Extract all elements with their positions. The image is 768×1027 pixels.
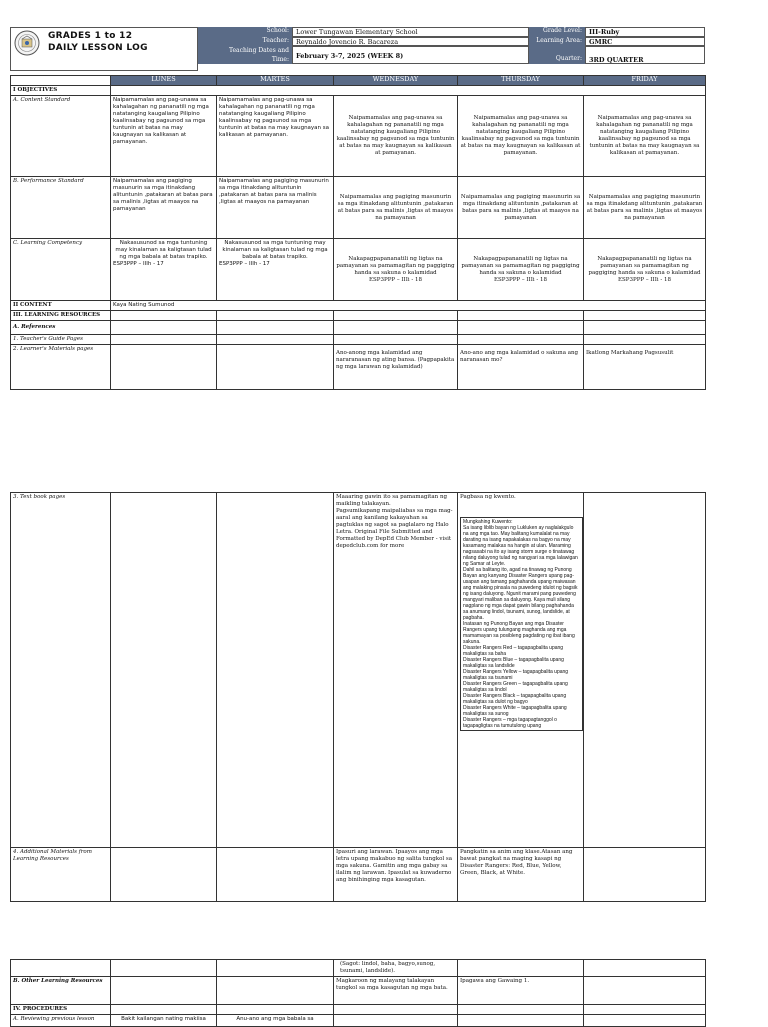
content-standard-row [11, 96, 706, 177]
quarter-value: 3RD QUARTER [585, 46, 705, 64]
content-label: II CONTENT [11, 301, 111, 311]
textbook-fri [584, 493, 706, 848]
textbook-row [11, 493, 706, 848]
textbook-mon [111, 493, 217, 848]
references-wed [334, 321, 458, 335]
competency-fri-code: ESP3PPP – IIIi - 18 [618, 276, 671, 283]
dates-label-2: Time: [198, 55, 292, 64]
other-resources-row [11, 977, 706, 1005]
learners-materials-label: 2. Learner's Materials pages [11, 345, 111, 390]
school-label: School: [198, 27, 292, 37]
story-box: Mungkahing Kuwento: Sa isang liblib bayan ng Lukluken ay naglalakgulo na ang mga tao. May balitang kumalalat na may darating na isang napakalakas na bagyo na may kasamang malakas na hangin at ulan. Maraming nagsasabi na ito ay isang storm surge o tinatawag nilang daluyong tulad ng nangyari sa mga lalawigan ng Samar at Leyte. Dahil sa balitang ito, agad na tinawag ng Punong Bayan ang kanyang Disaster Rangers upang pag-usapan ang tamang paghahanda upang maiwasan ang malaking pinsala na puwedeng idulot ng bagsik ng isang daluyong. Ngunit marami pang puwedeng mangyari maliban sa daluyong. Kaya muli silang nagplano ng mga dapat gawin bilang paghahanda sa anumang lindol, tsunami, sunog, landslide, at pagbaha. Inatasan ng Punong Bayan ang mga Disaster Rangers upang tulungang maghanda ang mga mamamayan sa posibleng pagdating ng ibat ibang sakuna. Disaster Rangers Red – tagapagbalita upang makaligtas sa baha Disaster Rangers Blue – tagapagbalita upang makaligtas sa landslide Disaster Rangers Yellow – tagapagbalita upang makaligtas sa tsunami Disaster Rangers Green – tagapagbalita upang makaligtas sa lindol Disaster Rangers Black – tagapagbalita upang makaligtas sa dulot ng bagyo Disaster Rangers White – tagapagbalita upang makaligtas sa sunog Disaster Rangers – mga tagapagtanggol o tagapagligtas na tumutulong upang [460, 517, 583, 731]
procedures-thu [458, 1005, 584, 1015]
procedures-wed [334, 1005, 458, 1015]
competency-fri-text: Nakapagpapananatili ng ligtas na pamayanan sa pamamagitan ng paggiging handa sa sakuna o kalamidad [588, 255, 701, 276]
day-header-row [11, 76, 706, 86]
performance-standard-thu: Naipamamalas ang pagiging masunurin sa mga itinakdang alituntunin ,patakaran at batas para sa malinis ,ligtas at maayos na pamayanan [458, 177, 584, 239]
reviewing-label: A. Reviewing previous lesson [11, 1015, 111, 1027]
learners-materials-mon [111, 345, 217, 390]
content-standard-thu: Naipamamalas ang pag-unawa sa kahalagahan ng pananatili ng mga natatanging kaugaliang Pilipino kaalinsabay ng pagsunod sa mga tuntunin at batas na may kaugnayan sa kalikasan at pamayanan. [458, 96, 584, 177]
header-title-dll: DAILY LESSON LOG [48, 43, 148, 53]
procedures-mon [111, 1005, 217, 1015]
day-header-tuesday: MARTES [217, 76, 334, 86]
competency-thu-code: ESP3PPP – IIIi - 18 [494, 276, 547, 283]
competency-fri [584, 239, 706, 301]
answer-thu [458, 960, 584, 977]
teachers-guide-fri [584, 335, 706, 345]
textbook-wed: Maaaring gawin ito sa pamamagitan ng maikling talakayan. Pagsumikapang maipaliabas sa mga mag-aaral ang kanilang kakayahan sa pagtuklas ng sagot sa paglalaro ng Halo Letra. Original File Submitted and Formatted by DepEd Club Member - visit depedclub.com for more [334, 493, 458, 848]
reviewing-wed [334, 1015, 458, 1027]
competency-thu [458, 239, 584, 301]
performance-standard-mon: Naipamamalas ang pagiging masunurin sa mga itinakdang alituntunin ,patakaran at batas para sa malinis ,ligtas at maayos na pamayanan [111, 177, 217, 239]
resources-wed [334, 311, 458, 321]
references-label: A. References [11, 321, 111, 335]
header-title-grades: GRADES 1 to 12 [48, 31, 133, 41]
references-thu [458, 321, 584, 335]
competency-wed-text: Nakapagpapananatili ng ligtas na pamayanan sa pamamagitan ng paggiging handa sa sakuna o kalamidad [336, 255, 455, 276]
other-resources-fri [584, 977, 706, 1005]
other-resources-wed: Magkaroon ng malayang talakayan tungkol sa mga kasagutan ng mga bata. [334, 977, 458, 1005]
competency-label: C. Learning Competency [11, 239, 111, 301]
content-value: Kaya Nating Sumunod [111, 301, 706, 311]
competency-mon-code: ESP3PPP – IIIh - 17 [113, 261, 164, 267]
references-row [11, 321, 706, 335]
other-resources-mon [111, 977, 217, 1005]
answer-wed: (Sagot: lindol, baha, bagyo,sunog, tsunami, landslide). [334, 960, 458, 977]
competency-mon [111, 239, 217, 301]
area-value: GMRC [585, 37, 705, 46]
content-standard-label: A. Content Standard [11, 96, 111, 177]
reviewing-row [11, 1015, 706, 1027]
procedures-label: IV. PROCEDURES [11, 1005, 111, 1015]
resources-mon [111, 311, 217, 321]
performance-standard-row [11, 177, 706, 239]
competency-wed-code: ESP3PPP – IIIi - 18 [369, 276, 422, 283]
objectives-label: I OBJECTIVES [11, 86, 111, 96]
lesson-log-table [10, 75, 706, 390]
answer-row [11, 960, 706, 977]
school-value: Lower Tungawan Elementary School [292, 27, 529, 37]
performance-standard-fri: Naipamamalas ang pagiging masunurin sa mga itinakdang alituntunin ,patakaran at batas para sa malinis ,ligtas at maayos na pamayanan [584, 177, 706, 239]
teachers-guide-label: 1. Teacher's Guide Pages [11, 335, 111, 345]
learners-materials-wed: Ano-anong mga kalamidad ang nararanasan ng ating bansa. (Pagpapakita ng mga larawan ng kalamidad) [334, 345, 458, 390]
lesson-log-table-page3 [10, 959, 706, 1027]
performance-standard-tue: Naipamamalas ang pagiging masunurin sa mga itinakdang alituntunin ,patakaran at batas para sa malinis ,ligtas at maayos na pamayanan [217, 177, 334, 239]
competency-tue-text: Nakasusunod sa mga tuntuning may kinalaman sa kaligtasan tulad ng mga babala at batas trapiko. [222, 240, 328, 260]
teacher-label: Teacher: [198, 37, 292, 46]
learners-materials-tue [217, 345, 334, 390]
header-corner-cell [11, 76, 111, 86]
answer-mon [111, 960, 217, 977]
competency-mon-text: Nakasusunod sa mga tuntuning may kinalaman sa kaligtasan tulad ng mga babala at batas trapiko. [115, 240, 212, 260]
reviewing-fri [584, 1015, 706, 1027]
textbook-label: 3. Text book pages [11, 493, 111, 848]
day-header-monday: LUNES [111, 76, 217, 86]
other-resources-tue [217, 977, 334, 1005]
additional-materials-fri [584, 848, 706, 902]
references-tue [217, 321, 334, 335]
grade-label: Grade Level: [529, 27, 585, 37]
textbook-thu-text: Pagbasa ng kwento. [460, 494, 516, 500]
reviewing-thu [458, 1015, 584, 1027]
learners-materials-fri: Ikatlong Markahang Pagsusulit [584, 345, 706, 390]
deped-seal-icon [14, 30, 40, 56]
resources-thu [458, 311, 584, 321]
reviewing-tue: Anu-ano ang mga babala sa [217, 1015, 334, 1027]
additional-materials-label: 4. Additional Materials from Learning Resources [11, 848, 111, 902]
performance-standard-label: B. Performance Standard [11, 177, 111, 239]
performance-standard-wed: Naipamamalas ang pagiging masunurin sa mga itinakdang alituntunin ,patakaran at batas para sa malinis ,ligtas at maayos na pamayanan [334, 177, 458, 239]
reviewing-mon: Bakit kailangan nating makiisa [111, 1015, 217, 1027]
references-fri [584, 321, 706, 335]
teachers-guide-row [11, 335, 706, 345]
textbook-thu [458, 493, 584, 848]
day-header-wednesday: WEDNESDAY [334, 76, 458, 86]
competency-tue-code: ESP3PPP – IIIh - 17 [219, 261, 270, 267]
teacher-value: Reynaldo Jovencio R. Bacareza [292, 37, 529, 46]
other-resources-thu: Ipagawa ang Gawaing 1. [458, 977, 584, 1005]
day-header-friday: FRIDAY [584, 76, 706, 86]
learners-materials-row [11, 345, 706, 390]
day-header-thursday: THURSDAY [458, 76, 584, 86]
resources-fri [584, 311, 706, 321]
answer-tue [217, 960, 334, 977]
references-mon [111, 321, 217, 335]
content-standard-mon: Naipamamalas ang pag-unawa sa kahalagahan ng pananatili ng mga natatanging kaugaliang Pilipino kaalinsabay ng pagsunod sa mga tuntunin at batas na may kaugnayan sa kalikasan at pamayanan. [111, 96, 217, 177]
teachers-guide-thu [458, 335, 584, 345]
procedures-fri [584, 1005, 706, 1015]
additional-materials-wed: Ipasuri ang larawan. Ipaayos ang mga letra upang makabuo ng salita tungkol sa mga sakuna. Gamitin ang mga gabay sa ilalim ng larawan. Ipasulat sa kuwaderno ang binihinging mga kasagutan. [334, 848, 458, 902]
teachers-guide-mon [111, 335, 217, 345]
answer-label [11, 960, 111, 977]
resources-tue [217, 311, 334, 321]
procedures-row [11, 1005, 706, 1015]
objectives-row [11, 86, 706, 96]
competency-row [11, 239, 706, 301]
teachers-guide-wed [334, 335, 458, 345]
teachers-guide-tue [217, 335, 334, 345]
resources-label: III. LEARNING RESOURCES [11, 311, 111, 321]
objectives-spacer [111, 86, 706, 96]
content-standard-fri: Naipamamalas ang pag-unawa sa kahalagahan ng pananatili ng mga natatanging kaugaliang Pilipino kaalinsabay ng pagsunod sa mga tuntunin at batas na may kaugnayan sa kalikasan at pamayanan. [584, 96, 706, 177]
learners-materials-thu: Ano-ano ang mga kalamidad o sakuna ang naranasan mo? [458, 345, 584, 390]
additional-materials-row [11, 848, 706, 902]
additional-materials-tue [217, 848, 334, 902]
additional-materials-mon [111, 848, 217, 902]
additional-materials-thu: Pangkatin sa anim ang klase.Atasan ang bawat pangkat na maging kasapi ng Disaster Rangers: Red, Blue, Yellow, Green, Black, at White. [458, 848, 584, 902]
quarter-label: Quarter: [529, 46, 585, 64]
procedures-tue [217, 1005, 334, 1015]
dates-label-1: Teaching Dates and [198, 46, 292, 55]
textbook-tue [217, 493, 334, 848]
area-label: Learning Area: [529, 37, 585, 46]
answer-fri [584, 960, 706, 977]
competency-tue [217, 239, 334, 301]
competency-wed [334, 239, 458, 301]
grade-value: III-Ruby [585, 27, 705, 37]
competency-thu-text: Nakapagpapananatili ng ligtas na pamayanan sa pamamagitan ng paggiging handa sa sakuna o kalamidad [461, 255, 580, 276]
content-standard-tue: Naipamamalas ang pag-unawa sa kahalagahan ng pananatili ng mga natatanging kaugaliang Pilipino kaalinsabay ng pagsunod sa mga tuntunin at batas na may kaugnayan sa kalikasan at pamayanan. [217, 96, 334, 177]
resources-row [11, 311, 706, 321]
other-resources-label: B. Other Learning Resources [11, 977, 111, 1005]
content-standard-wed: Naipamamalas ang pag-unawa sa kahalagahan ng pananatili ng mga natatanging kaugaliang Pilipino kaalinsabay ng pagsunod sa mga tuntunin at batas na may kaugnayan sa kalikasan at pamayanan. [334, 96, 458, 177]
lesson-log-table-page2 [10, 492, 706, 902]
dates-value: February 3-7, 2025 (WEEK 8) [292, 46, 529, 64]
content-row [11, 301, 706, 311]
